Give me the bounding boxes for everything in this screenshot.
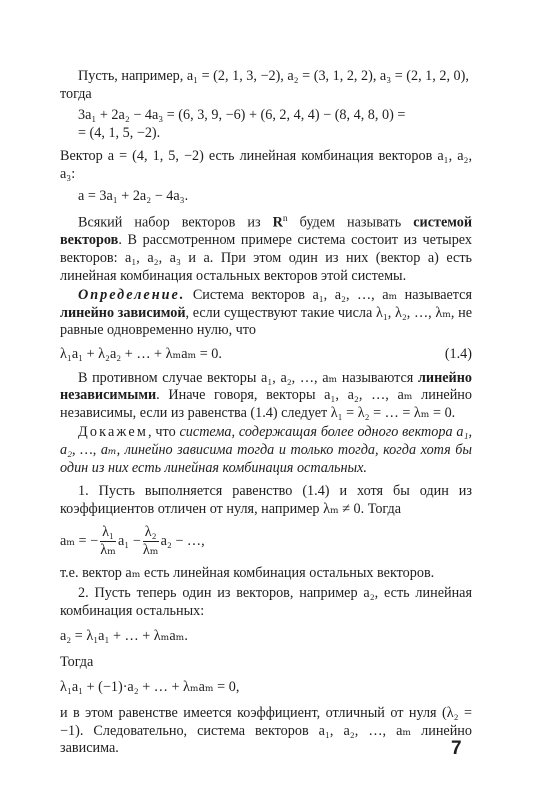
independence-paragraph: В противном случае векторы a₁, a₂, …, aₘ называются линейно независимыми. Иначе говоря, векторы a₁, a₂, …, aₘ линейно независимы, если из равенства (1.4) следует λ₁ = λ₂ = … = λₘ = 0. (60, 369, 472, 421)
case-two-conclusion: и в этом равенстве имеется коэффициент, отличный от нуля (λ₂ = −1). Следовательно, система векторов a₁, a₂, …, aₘ линейно зависима. (60, 704, 472, 757)
term-linearly-dependent: линейно зависимой (60, 304, 186, 321)
prove-word: Докажем (78, 424, 149, 441)
case-two-formula-2: λ₁a₁ + (−1)·a₂ + … + λₘaₘ = 0, (60, 679, 240, 696)
equation-number: (1.4) (444, 346, 472, 363)
equation-1-4: λ₁a₁ + λ₂a₂ + … + λₘaₘ = 0. (1.4) (60, 346, 472, 363)
case-one-conclusion: т.е. вектор aₘ есть линейная комбинация остальных векторов. (60, 565, 435, 582)
term-system-of-vectors: системой векторов (60, 214, 472, 249)
case-one-text: 1. Пусть выполняется равенство (1.4) и хотя бы один из коэффициентов отличен от нуля, например λₘ ≠ 0. Тогда (60, 483, 472, 517)
page-number: 7 (451, 738, 462, 759)
case-two-text: 2. Пусть теперь один из векторов, например a₂, есть линейная комбинация остальных: (60, 584, 472, 619)
term-linearly-independent: линейно независимыми (60, 369, 472, 404)
page-content (60, 68, 472, 758)
example-equation: 3a₁ + 2a₂ − 4a₃ = (6, 3, 9, −6) + (6, 2, 4, 4) − (8, 4, 8, 0) = = (4, 1, 5, −2). (78, 107, 406, 141)
linear-dependence-definition: Определение. Система векторов a₁, a₂, …, aₘ называется линейно зависимой, если существуют такие числа λ₁, λ₂, …, λₘ, не равные одновременно нулю, что (60, 287, 472, 339)
real-space-symbol: R (272, 214, 283, 231)
theorem-paragraph: Докажем, что система, содержащая более одного вектора a₁, a₂, …, aₘ, линейно зависима тогда и только тогда, когда хотя бы один из них есть линейная комбинация остальных. (60, 424, 472, 476)
case-two-formula: a₂ = λ₁a₁ + … + λₘaₘ. (60, 628, 188, 645)
example-text: Пусть, например, a₁ = (2, 1, 3, −2), a₂ = (3, 1, 2, 2), a₃ = (2, 1, 2, 0), тогда (60, 68, 469, 102)
vector-statement: Вектор a = (4, 1, 5, −2) есть линейная комбинация векторов a₁, a₂, a₃: (60, 148, 472, 182)
vector-equation: a = 3a₁ + 2a₂ − 4a₃. (78, 187, 189, 204)
then-word: Тогда (60, 653, 94, 670)
theorem-statement: система, содержащая более одного вектора a₁, a₂, …, aₘ, линейно зависима тогда и только тогда, когда хотя бы один из них есть линейная комбинация остальных. (60, 424, 472, 476)
system-definition-paragraph: Всякий набор векторов из $R^n$ будем называть системой векторов. В рассмотренном примере система состоит из четырех векторов: a₁, a₂, a₃ и a. При этом один из них (вектор a) есть линейная комбинация остальных векторов этой системы. (60, 214, 472, 284)
definition-heading: Определение. (78, 287, 186, 304)
case-one-formula: aₘ = − $\frac{\text{λ₁}}{\text{λₘ}}$ a₁ − $\frac{\text{λ₂}}{\text{λₘ}}$ a₂ − …, (60, 524, 205, 559)
